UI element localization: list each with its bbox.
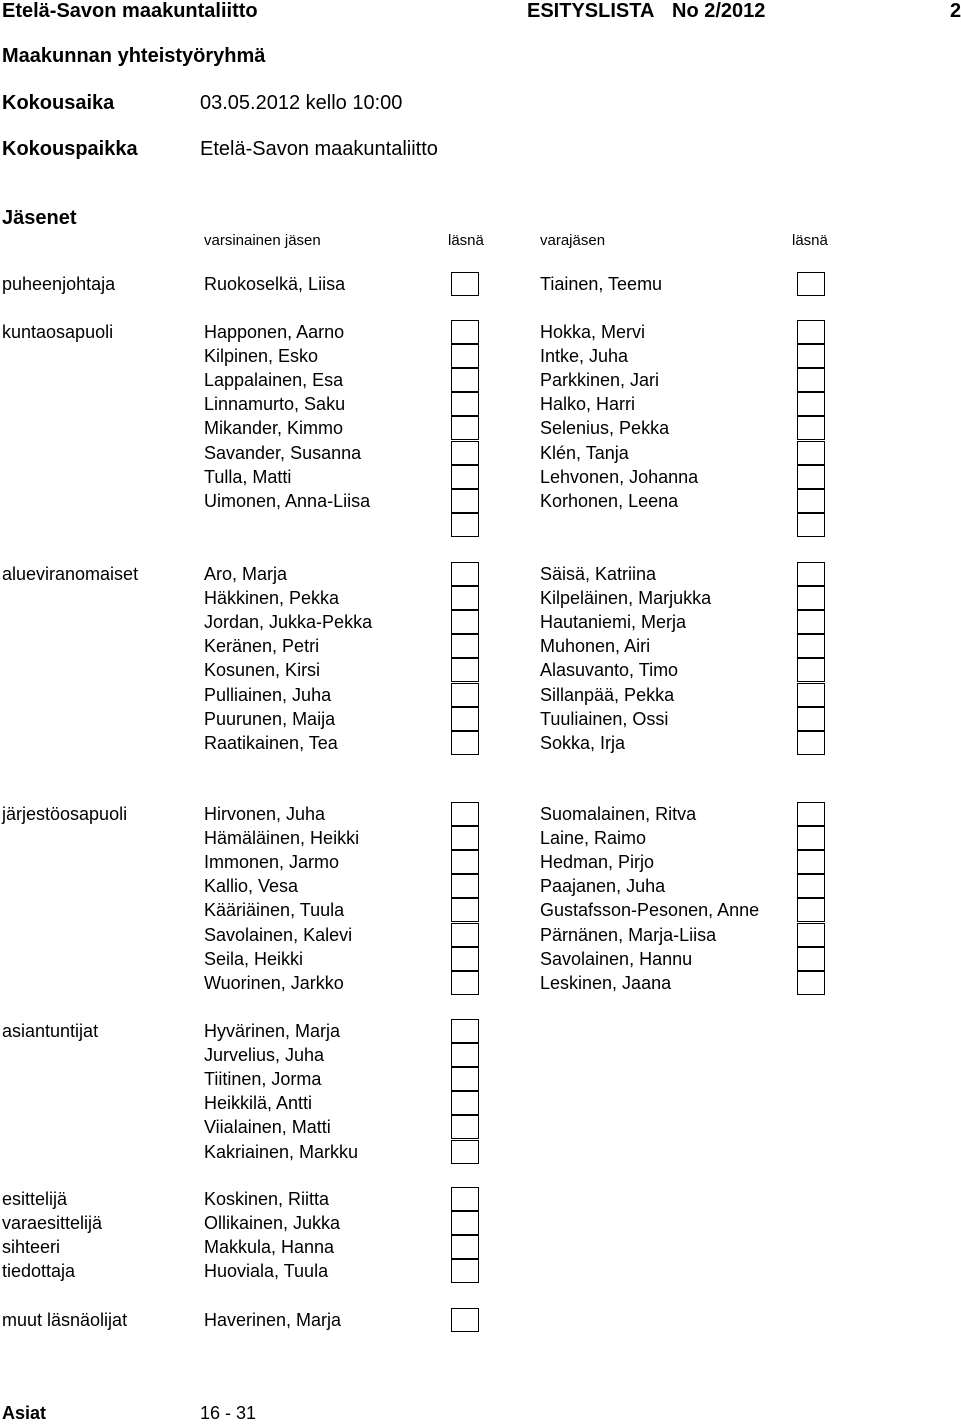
deputy-member-name: Sillanpää, Pekka: [540, 684, 675, 705]
column-header-present-regular: läsnä: [448, 232, 484, 249]
attendance-checkbox-deputy[interactable]: [797, 850, 825, 874]
column-header-regular: varsinainen jäsen: [204, 232, 321, 249]
attendance-checkbox-official[interactable]: [451, 1259, 479, 1283]
document-type: ESITYSLISTA: [527, 0, 655, 22]
attendance-checkbox-regular[interactable]: [451, 368, 479, 392]
meeting-place-label: Kokouspaikka: [2, 138, 138, 160]
meeting-time-value: 03.05.2012 kello 10:00: [200, 92, 403, 114]
regular-member-name: Savander, Susanna: [204, 442, 362, 463]
attendance-checkbox-deputy[interactable]: [797, 731, 825, 755]
attendance-checkbox-regular[interactable]: [451, 1115, 479, 1139]
deputy-member-name: Leskinen, Jaana: [540, 972, 672, 993]
attendance-checkbox-deputy[interactable]: [797, 874, 825, 898]
attendance-checkbox-regular[interactable]: [451, 272, 479, 296]
attendance-checkbox-regular[interactable]: [451, 683, 479, 707]
group-label: järjestöosapuoli: [2, 804, 128, 824]
deputy-member-name: Klén, Tanja: [540, 442, 629, 463]
deputy-member-name: Gustafsson-Pesonen, Anne: [540, 900, 760, 921]
attendance-checkbox-deputy[interactable]: [797, 898, 825, 922]
regular-member-name: Häkkinen, Pekka: [204, 588, 340, 609]
attendance-checkbox-deputy[interactable]: [797, 320, 825, 344]
official-name: Huoviala, Tuula: [204, 1261, 329, 1282]
attendance-checkbox-regular[interactable]: [451, 465, 479, 489]
regular-member-name: Kilpinen, Esko: [204, 346, 319, 367]
attendance-checkbox-deputy[interactable]: [797, 826, 825, 850]
deputy-member-name: Suomalainen, Ritva: [540, 804, 697, 824]
regular-member-name: Lappalainen, Esa: [204, 370, 344, 391]
attendance-checkbox-regular[interactable]: [451, 441, 479, 465]
attendance-checkbox-regular[interactable]: [451, 1091, 479, 1115]
attendance-checkbox-deputy[interactable]: [797, 416, 825, 440]
deputy-member-name: Laine, Raimo: [540, 828, 647, 849]
deputy-member-name: Intke, Juha: [540, 346, 629, 367]
regular-member-name: Kääriäinen, Tuula: [204, 900, 345, 921]
deputy-member-name: Muhonen, Airi: [540, 636, 651, 657]
organization-name: Etelä-Savon maakuntaliitto: [2, 0, 258, 22]
attendance-checkbox-regular[interactable]: [451, 874, 479, 898]
group-label: alueviranomaiset: [2, 564, 139, 584]
attendance-checkbox-deputy[interactable]: [797, 802, 825, 826]
regular-member-name: Wuorinen, Jarkko: [204, 972, 344, 993]
attendance-checkbox-regular[interactable]: [451, 513, 479, 537]
attendance-checkbox-regular[interactable]: [451, 416, 479, 440]
attendance-checkbox-regular[interactable]: [451, 923, 479, 947]
column-header-present-deputy: läsnä: [792, 232, 828, 249]
page-number: 2: [950, 0, 961, 22]
attendance-checkbox-regular[interactable]: [451, 610, 479, 634]
group-label: kuntaosapuoli: [2, 322, 114, 342]
attendance-checkbox-official[interactable]: [451, 1187, 479, 1211]
attendance-checkbox-regular[interactable]: [451, 947, 479, 971]
deputy-member-name: Säisä, Katriina: [540, 564, 657, 584]
deputy-member-name: Hautaniemi, Merja: [540, 612, 687, 633]
attendance-checkbox-deputy[interactable]: [797, 971, 825, 995]
attendance-checkbox-deputy[interactable]: [797, 392, 825, 416]
deputy-member-name: Hokka, Mervi: [540, 322, 646, 342]
meeting-place-value: Etelä-Savon maakuntaliitto: [200, 138, 438, 160]
agenda-items-range: 16 - 31: [200, 1403, 257, 1423]
attendance-checkbox-regular[interactable]: [451, 634, 479, 658]
regular-member-name: Hirvonen, Juha: [204, 804, 326, 824]
attendance-checkbox-regular[interactable]: [451, 586, 479, 610]
deputy-member-name: Hedman, Pirjo: [540, 852, 655, 873]
regular-member-name: Tiitinen, Jorma: [204, 1069, 322, 1090]
deputy-member-name: Parkkinen, Jari: [540, 370, 660, 391]
regular-member-name: Seila, Heikki: [204, 948, 304, 969]
regular-member-name: Pulliainen, Juha: [204, 684, 332, 705]
attendance-checkbox-deputy[interactable]: [797, 465, 825, 489]
attendance-checkbox-regular[interactable]: [451, 707, 479, 731]
official-name: Makkula, Hanna: [204, 1237, 335, 1258]
attendance-checkbox-regular[interactable]: [451, 392, 479, 416]
regular-member-name: Immonen, Jarmo: [204, 852, 340, 873]
regular-member-name: Jurvelius, Juha: [204, 1045, 325, 1066]
group-label: asiantuntijat: [2, 1021, 99, 1041]
others-present-name: Haverinen, Marja: [204, 1310, 342, 1330]
attendance-checkbox-regular[interactable]: [451, 802, 479, 826]
regular-member-name: Hämäläinen, Heikki: [204, 828, 360, 849]
attendance-checkbox-deputy[interactable]: [797, 923, 825, 947]
attendance-checkbox-official[interactable]: [451, 1211, 479, 1235]
regular-member-name: Kakriainen, Markku: [204, 1141, 359, 1162]
others-present-label: muut läsnäolijat: [2, 1310, 128, 1330]
attendance-checkbox-regular[interactable]: [451, 562, 479, 586]
deputy-member-name: Alasuvanto, Timo: [540, 660, 679, 681]
attendance-checkbox-deputy[interactable]: [797, 634, 825, 658]
regular-member-name: Heikkilä, Antti: [204, 1093, 313, 1114]
deputy-member-name: Paajanen, Juha: [540, 876, 666, 897]
regular-member-name: Ruokoselkä, Liisa: [204, 274, 346, 294]
deputy-member-name: Tiainen, Teemu: [540, 274, 663, 294]
document-number: No 2/2012: [672, 0, 766, 22]
attendance-checkbox-regular[interactable]: [451, 731, 479, 755]
agenda-items-label: Asiat: [2, 1403, 47, 1423]
regular-member-name: Kallio, Vesa: [204, 876, 299, 897]
regular-member-name: Linnamurto, Saku: [204, 394, 346, 415]
attendance-checkbox-regular[interactable]: [451, 1019, 479, 1043]
regular-member-name: Hyvärinen, Marja: [204, 1021, 341, 1041]
regular-member-name: Tulla, Matti: [204, 466, 292, 487]
regular-member-name: Aro, Marja: [204, 564, 288, 584]
official-role-label: sihteeri: [2, 1237, 61, 1258]
group-label: puheenjohtaja: [2, 274, 116, 294]
regular-member-name: Savolainen, Kalevi: [204, 924, 353, 945]
regular-member-name: Jordan, Jukka-Pekka: [204, 612, 373, 633]
attendance-checkbox-deputy[interactable]: [797, 707, 825, 731]
deputy-member-name: Savolainen, Hannu: [540, 948, 693, 969]
regular-member-name: Puurunen, Maija: [204, 708, 336, 729]
official-name: Ollikainen, Jukka: [204, 1213, 341, 1234]
deputy-member-name: Kilpeläinen, Marjukka: [540, 588, 712, 609]
attendance-checkbox-deputy[interactable]: [797, 344, 825, 368]
attendance-checkbox-deputy[interactable]: [797, 441, 825, 465]
official-role-label: varaesittelijä: [2, 1213, 103, 1234]
attendance-checkbox-regular[interactable]: [451, 826, 479, 850]
official-role-label: esittelijä: [2, 1189, 68, 1209]
column-header-deputy: varajäsen: [540, 232, 606, 249]
attendance-checkbox-regular[interactable]: [451, 1043, 479, 1067]
members-title: Jäsenet: [2, 207, 77, 229]
attendance-checkbox-deputy[interactable]: [797, 368, 825, 392]
body-name: Maakunnan yhteistyöryhmä: [2, 45, 266, 67]
attendance-checkbox-deputy[interactable]: [797, 683, 825, 707]
official-role-label: tiedottaja: [2, 1261, 76, 1282]
attendance-checkbox-deputy[interactable]: [797, 586, 825, 610]
deputy-member-name: Lehvonen, Johanna: [540, 466, 699, 487]
attendance-checkbox-regular[interactable]: [451, 344, 479, 368]
regular-member-name: Kosunen, Kirsi: [204, 660, 321, 681]
attendance-checkbox-regular[interactable]: [451, 489, 479, 513]
attendance-checkbox-regular[interactable]: [451, 850, 479, 874]
regular-member-name: Mikander, Kimmo: [204, 418, 344, 439]
attendance-checkbox-deputy[interactable]: [797, 513, 825, 537]
regular-member-name: Viialainen, Matti: [204, 1117, 331, 1138]
official-name: Koskinen, Riitta: [204, 1189, 330, 1209]
attendance-checkbox-official[interactable]: [451, 1235, 479, 1259]
regular-member-name: Keränen, Petri: [204, 636, 320, 657]
attendance-checkbox-deputy[interactable]: [797, 562, 825, 586]
deputy-member-name: Tuuliainen, Ossi: [540, 708, 669, 729]
attendance-checkbox-deputy[interactable]: [797, 272, 825, 296]
deputy-member-name: Selenius, Pekka: [540, 418, 670, 439]
attendance-checkbox-regular[interactable]: [451, 1140, 479, 1164]
regular-member-name: Uimonen, Anna-Liisa: [204, 490, 371, 511]
deputy-member-name: Pärnänen, Marja-Liisa: [540, 924, 717, 945]
attendance-checkbox-regular[interactable]: [451, 1067, 479, 1091]
attendance-checkbox-regular[interactable]: [451, 658, 479, 682]
deputy-member-name: Sokka, Irja: [540, 732, 626, 753]
regular-member-name: Raatikainen, Tea: [204, 732, 338, 753]
attendance-checkbox-deputy[interactable]: [797, 610, 825, 634]
meeting-time-label: Kokousaika: [2, 92, 115, 114]
attendance-checkbox-others[interactable]: [451, 1308, 479, 1332]
attendance-checkbox-deputy[interactable]: [797, 658, 825, 682]
regular-member-name: Happonen, Aarno: [204, 322, 345, 342]
attendance-checkbox-regular[interactable]: [451, 971, 479, 995]
attendance-checkbox-regular[interactable]: [451, 898, 479, 922]
deputy-member-name: Korhonen, Leena: [540, 490, 679, 511]
deputy-member-name: Halko, Harri: [540, 394, 636, 415]
attendance-checkbox-regular[interactable]: [451, 320, 479, 344]
attendance-checkbox-deputy[interactable]: [797, 947, 825, 971]
attendance-checkbox-deputy[interactable]: [797, 489, 825, 513]
